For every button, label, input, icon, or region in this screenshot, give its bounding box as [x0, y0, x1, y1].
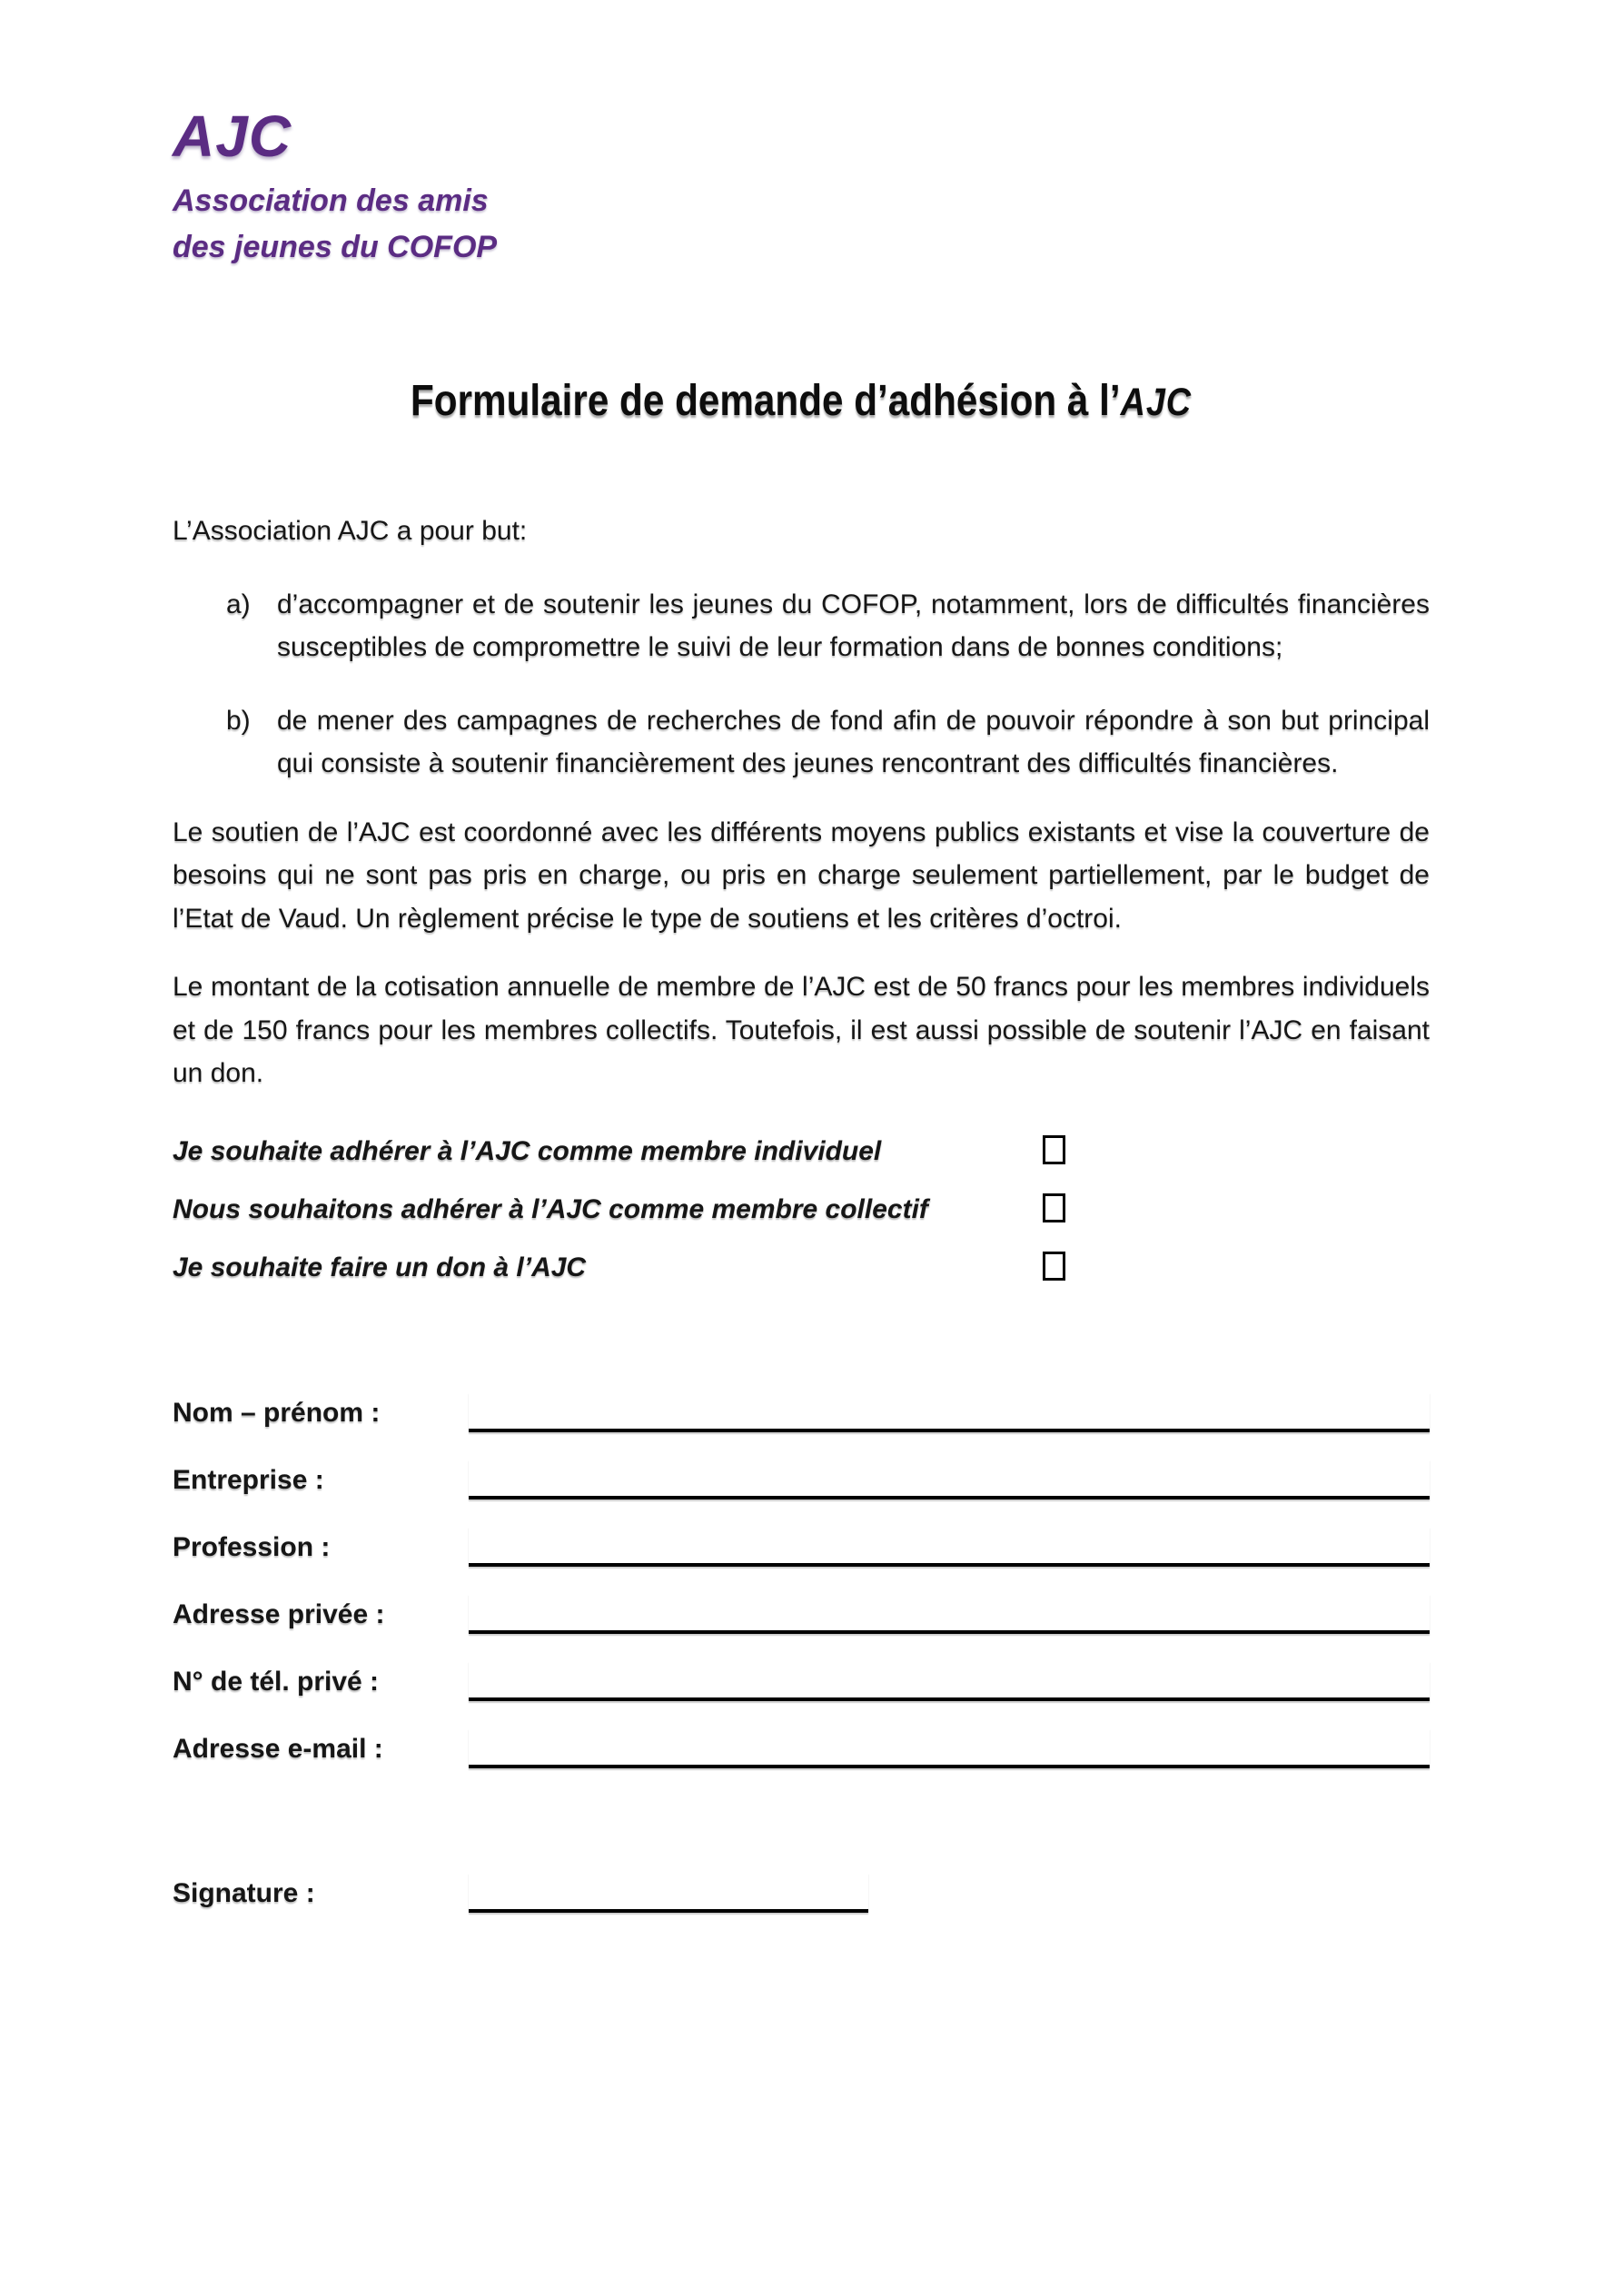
field-label-private-address: Adresse privée : [173, 1598, 385, 1629]
signature-row [173, 1870, 1430, 1913]
page-title-acronym: AJC [1120, 381, 1192, 424]
signature-line[interactable] [469, 1873, 868, 1913]
field-line-email[interactable] [469, 1728, 1430, 1768]
paragraph-support: Le soutien de l’AJC est coordonné avec les différents moyens publics existants et vise la couverture de besoins qui ne sont pas pris en charge, ou pris en charge seulement partiellement, par le budget de l’Etat de Vaud. Un règlement précise le type de soutiens et les critères d’octroi. [173, 816, 1430, 934]
field-row-private-phone [173, 1658, 1430, 1701]
field-line-profession[interactable] [469, 1527, 1430, 1567]
checkbox-collective[interactable] [1043, 1193, 1065, 1222]
option-row-collective [173, 1188, 1430, 1246]
logo-acronym: AJC [173, 104, 292, 169]
signature-label: Signature : [173, 1877, 315, 1908]
intro-text: L’Association AJC a pour but: [173, 516, 528, 546]
field-line-private-phone[interactable] [469, 1661, 1430, 1701]
checkbox-individual[interactable] [1043, 1135, 1065, 1164]
option-label-donation: Je souhaite faire un don à l’AJC [173, 1252, 587, 1282]
field-label-email: Adresse e-mail : [173, 1733, 383, 1764]
field-label-private-phone: N° de tél. privé : [173, 1666, 380, 1697]
field-row-email [173, 1726, 1430, 1768]
option-label-individual: Je souhaite adhérer à l’AJC comme membre individuel [173, 1135, 882, 1166]
field-line-private-address[interactable] [469, 1594, 1430, 1634]
purpose-item-a-marker: a) [226, 589, 251, 619]
field-line-company[interactable] [469, 1460, 1430, 1499]
page-title [248, 376, 1354, 428]
field-row-private-address [173, 1591, 1430, 1634]
option-row-donation [173, 1246, 1430, 1304]
field-line-name[interactable] [469, 1392, 1430, 1432]
logo-tagline-line1: Association des amis [173, 183, 489, 218]
field-label-name: Nom – prénom : [173, 1397, 381, 1428]
field-label-profession: Profession : [173, 1531, 331, 1562]
membership-options [173, 1130, 1430, 1304]
purpose-item-a [173, 583, 1430, 669]
contact-fields [173, 1390, 1430, 1768]
logo-tagline-line2: des jeunes du COFOP [173, 230, 498, 264]
purpose-item-b-text: de mener des campagnes de recherches de fond afin de pouvoir répondre à son but principal qui consiste à soutenir financièrement des jeunes rencontrant des difficultés financières. [277, 705, 1430, 778]
purpose-item-b-marker: b) [226, 705, 251, 736]
purpose-item-b [173, 699, 1430, 786]
logo [173, 104, 1430, 271]
option-label-collective: Nous souhaitons adhérer à l’AJC comme membre collectif [173, 1193, 928, 1224]
page-title-prefix: Formulaire de demande d’adhésion à l’ [411, 377, 1121, 425]
checkbox-donation[interactable] [1043, 1252, 1065, 1281]
field-row-company [173, 1457, 1430, 1499]
option-row-individual [173, 1130, 1430, 1188]
field-label-company: Entreprise : [173, 1464, 324, 1495]
field-row-name [173, 1390, 1430, 1432]
logo-tagline [173, 178, 1430, 271]
paragraph-fees: Le montant de la cotisation annuelle de membre de l’AJC est de 50 francs pour les membres individuels et de 150 francs pour les membres collectifs. Toutefois, il est aussi possible de soutenir l’AJC en faisant un don. [173, 972, 1430, 1088]
purpose-item-a-text: d’accompagner et de soutenir les jeunes du COFOP, notamment, lors de difficultés financières susceptibles de compromettre le suivi de leur formation dans de bonnes conditions; [277, 589, 1430, 662]
field-row-profession [173, 1524, 1430, 1567]
